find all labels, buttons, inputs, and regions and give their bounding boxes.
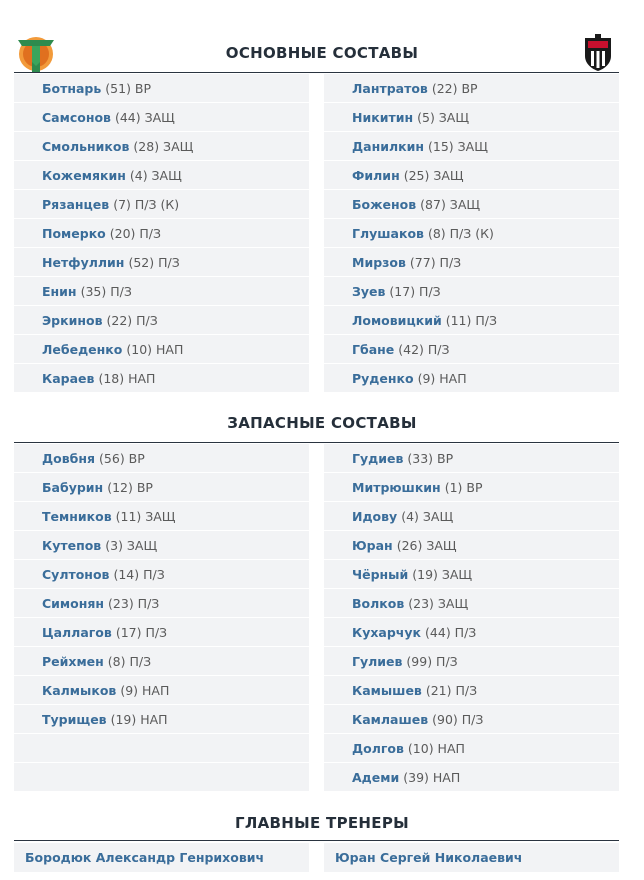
player-number-position: (15) ЗАЩ — [428, 138, 488, 154]
player-name-link[interactable]: Цаллагов — [42, 624, 112, 640]
player-number-position: (7) П/З (К) — [113, 196, 180, 212]
player-row — [14, 676, 309, 705]
player-number-position: (23) ЗАЩ — [408, 595, 469, 611]
player-row — [324, 560, 619, 589]
player-number-position: (33) ВР — [407, 450, 454, 466]
player-number-position: (8) П/З (К) — [427, 225, 494, 241]
player-name-link[interactable]: Самсонов — [42, 109, 111, 125]
player-name-link[interactable]: Волков — [352, 595, 405, 611]
player-row — [324, 248, 619, 277]
starting-away-list — [324, 74, 619, 393]
player-number-position: (23) П/З — [108, 595, 160, 611]
player-number-position: (17) П/З — [115, 624, 168, 640]
section-divider — [14, 72, 619, 73]
player-number-position: (21) П/З — [425, 682, 478, 698]
player-row — [14, 248, 309, 277]
player-name-link[interactable]: Глушаков — [352, 225, 424, 241]
coaches-title: ГЛАВНЫЕ ТРЕНЕРЫ — [235, 814, 409, 832]
player-number-position: (19) ЗАЩ — [412, 566, 473, 582]
substitutes-title: ЗАПАСНЫЕ СОСТАВЫ — [227, 414, 417, 432]
away-coach[interactable]: Юран Сергей Николаевич — [324, 843, 619, 872]
player-number-position: (99) П/З — [406, 653, 458, 669]
player-row — [324, 705, 619, 734]
player-number-position: (52) П/З — [128, 254, 180, 270]
subs-home-list — [14, 444, 309, 792]
home-coach[interactable]: Бородюк Александр Генрихович — [14, 843, 309, 872]
player-row — [324, 277, 619, 306]
player-number-position: (77) П/З — [409, 254, 462, 270]
player-row — [324, 734, 619, 763]
player-name-link[interactable]: Лантратов — [352, 80, 428, 96]
player-row — [14, 306, 309, 335]
player-name-link[interactable]: Долгов — [352, 740, 404, 756]
player-number-position: (9) НАП — [120, 682, 170, 698]
player-number-position: (35) П/З — [80, 283, 132, 299]
player-row — [14, 132, 309, 161]
player-name-link[interactable]: Смольников — [42, 138, 130, 154]
player-name-link[interactable]: Караев — [42, 370, 95, 386]
player-number-position: (18) НАП — [98, 370, 156, 386]
player-name-link[interactable]: Кожемякин — [42, 167, 126, 183]
player-name-link[interactable]: Темников — [42, 508, 112, 524]
player-name-link[interactable]: Бабурин — [42, 479, 104, 495]
player-name-link[interactable]: Адеми — [352, 769, 400, 785]
player-row — [324, 190, 619, 219]
player-row — [14, 161, 309, 190]
player-row — [14, 647, 309, 676]
player-name-link[interactable]: Султонов — [42, 566, 110, 582]
player-number-position: (11) П/З — [445, 312, 497, 328]
player-row — [324, 502, 619, 531]
player-row — [14, 74, 309, 103]
player-number-position: (44) ЗАЩ — [114, 109, 175, 125]
player-row — [14, 277, 309, 306]
player-number-position: (19) НАП — [110, 711, 168, 727]
player-name-link[interactable]: Идову — [352, 508, 398, 524]
player-number-position: (9) НАП — [417, 370, 467, 386]
player-number-position: (4) ЗАЩ — [401, 508, 454, 524]
player-number-position: (22) ВР — [431, 80, 478, 96]
player-row — [324, 335, 619, 364]
player-row — [14, 531, 309, 560]
player-name-link[interactable]: Кухарчук — [352, 624, 422, 640]
player-row — [324, 676, 619, 705]
player-number-position: (28) ЗАЩ — [133, 138, 194, 154]
player-row — [324, 364, 619, 393]
player-row — [14, 103, 309, 132]
player-name-link[interactable]: Кутепов — [42, 537, 102, 553]
section-divider — [14, 840, 619, 841]
empty-row — [14, 734, 309, 763]
player-name-link[interactable]: Лебеденко — [42, 341, 123, 357]
starting-home-list — [14, 74, 309, 393]
player-number-position: (42) П/З — [398, 341, 450, 357]
player-row — [14, 502, 309, 531]
player-row — [14, 219, 309, 248]
player-name-link[interactable]: Никитин — [352, 109, 414, 125]
player-name-link[interactable]: Руденко — [352, 370, 414, 386]
player-name-link[interactable]: Юран — [352, 537, 393, 553]
player-name-link[interactable]: Зуев — [352, 283, 386, 299]
player-row — [14, 705, 309, 734]
player-number-position: (3) ЗАЩ — [105, 537, 158, 553]
player-name-link[interactable]: Нетфуллин — [42, 254, 125, 270]
player-name-link[interactable]: Довбня — [42, 450, 96, 466]
player-name-link[interactable]: Рейхмен — [42, 653, 104, 669]
player-number-position: (14) П/З — [113, 566, 165, 582]
player-row — [324, 444, 619, 473]
player-name-link[interactable]: Симонян — [42, 595, 105, 611]
player-row — [14, 589, 309, 618]
player-number-position: (22) П/З — [106, 312, 158, 328]
player-number-position: (11) ЗАЩ — [115, 508, 176, 524]
player-name-link[interactable]: Чёрный — [352, 566, 409, 582]
player-number-position: (39) НАП — [403, 769, 461, 785]
player-name-link[interactable]: Ботнарь — [42, 80, 102, 96]
subs-away-list — [324, 444, 619, 792]
player-number-position: (56) ВР — [99, 450, 145, 466]
player-number-position: (44) П/З — [425, 624, 477, 640]
player-name-link[interactable]: Данилкин — [352, 138, 424, 154]
player-name-link[interactable]: Эркинов — [42, 312, 103, 328]
player-row — [14, 364, 309, 393]
player-number-position: (17) П/З — [389, 283, 441, 299]
player-row — [14, 473, 309, 502]
player-number-position: (4) ЗАЩ — [129, 167, 182, 183]
player-name-link[interactable]: Гбане — [352, 341, 395, 357]
player-row — [324, 219, 619, 248]
empty-row — [14, 763, 309, 792]
player-number-position: (26) ЗАЩ — [396, 537, 457, 553]
player-name-link[interactable]: Гулиев — [352, 653, 403, 669]
player-number-position: (12) ВР — [107, 479, 153, 495]
player-name-link[interactable]: Камлашев — [352, 711, 429, 727]
player-name-link[interactable]: Камышев — [352, 682, 422, 698]
player-name-link[interactable]: Гудиев — [352, 450, 404, 466]
player-row — [324, 161, 619, 190]
player-name-link[interactable]: Ломовицкий — [352, 312, 442, 328]
player-number-position: (1) ВР — [444, 479, 483, 495]
player-row — [324, 531, 619, 560]
player-row — [324, 306, 619, 335]
player-row — [324, 763, 619, 792]
player-number-position: (8) П/З — [107, 653, 152, 669]
player-name-link[interactable]: Енин — [42, 283, 77, 299]
player-number-position: (20) П/З — [109, 225, 162, 241]
player-number-position: (51) ВР — [105, 80, 152, 96]
player-row — [14, 335, 309, 364]
player-number-position: (90) П/З — [432, 711, 484, 727]
player-number-position: (87) ЗАЩ — [420, 196, 481, 212]
player-name-link[interactable]: Боженов — [352, 196, 417, 212]
player-row — [324, 74, 619, 103]
starting-lineups-title: ОСНОВНЫЕ СОСТАВЫ — [225, 44, 419, 62]
player-number-position: (10) НАП — [407, 740, 465, 756]
player-row — [14, 190, 309, 219]
player-name-link[interactable]: Турищев — [42, 711, 107, 727]
player-name-link[interactable]: Померко — [42, 225, 106, 241]
player-number-position: (25) ЗАЩ — [403, 167, 464, 183]
player-row — [324, 473, 619, 502]
player-name-link[interactable]: Калмыков — [42, 682, 117, 698]
player-row — [324, 103, 619, 132]
player-name-link[interactable]: Рязанцев — [42, 196, 110, 212]
player-row — [14, 618, 309, 647]
player-row — [14, 444, 309, 473]
player-number-position: (5) ЗАЩ — [417, 109, 470, 125]
player-row — [324, 132, 619, 161]
section-divider — [14, 442, 619, 443]
player-name-link[interactable]: Митрюшкин — [352, 479, 441, 495]
player-row — [324, 589, 619, 618]
player-row — [324, 647, 619, 676]
player-name-link[interactable]: Филин — [352, 167, 400, 183]
player-name-link[interactable]: Мирзов — [352, 254, 406, 270]
player-number-position: (10) НАП — [126, 341, 184, 357]
player-row — [324, 618, 619, 647]
player-row — [14, 560, 309, 589]
